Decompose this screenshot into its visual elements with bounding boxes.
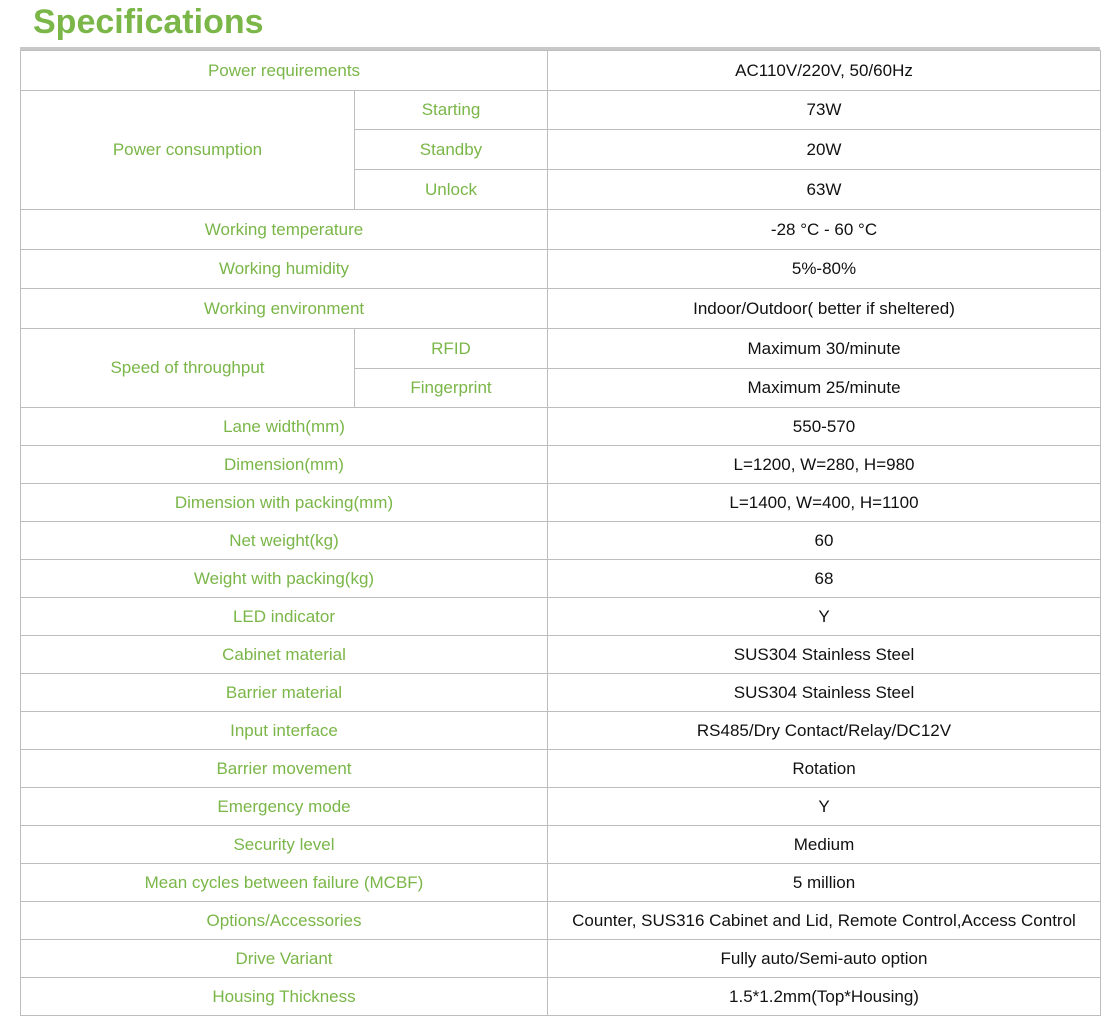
spec-label: Weight with packing(kg) <box>21 560 548 598</box>
spec-sublabel: Standby <box>355 130 548 170</box>
spec-value: AC110V/220V, 50/60Hz <box>548 51 1101 91</box>
table-row <box>21 940 1101 978</box>
spec-value: L=1400, W=400, H=1100 <box>548 484 1101 522</box>
spec-value: L=1200, W=280, H=980 <box>548 446 1101 484</box>
table-row <box>21 484 1101 522</box>
spec-label: Working temperature <box>21 210 548 250</box>
spec-label: Dimension(mm) <box>21 446 548 484</box>
table-row <box>21 51 1101 91</box>
spec-label: Cabinet material <box>21 636 548 674</box>
spec-label: Working environment <box>21 289 548 329</box>
spec-label: Speed of throughput <box>21 329 355 408</box>
table-row <box>21 250 1101 289</box>
spec-sublabel: Fingerprint <box>355 369 548 408</box>
spec-value: 73W <box>548 91 1101 130</box>
table-row <box>21 636 1101 674</box>
spec-label: Mean cycles between failure (MCBF) <box>21 864 548 902</box>
spec-value: Counter, SUS316 Cabinet and Lid, Remote Control,Access Control <box>548 902 1101 940</box>
spec-label: Input interface <box>21 712 548 750</box>
table-row <box>21 788 1101 826</box>
spec-label: Options/Accessories <box>21 902 548 940</box>
page-title: Specifications <box>33 3 264 41</box>
table-row <box>21 674 1101 712</box>
spec-value: Fully auto/Semi-auto option <box>548 940 1101 978</box>
spec-label: Barrier movement <box>21 750 548 788</box>
table-row <box>21 446 1101 484</box>
table-row <box>21 91 1101 130</box>
spec-label: Barrier material <box>21 674 548 712</box>
spec-label: Dimension with packing(mm) <box>21 484 548 522</box>
spec-value: Y <box>548 598 1101 636</box>
table-row <box>21 408 1101 446</box>
spec-value: Indoor/Outdoor( better if sheltered) <box>548 289 1101 329</box>
table-row <box>21 978 1101 1016</box>
specifications-table <box>20 50 1101 1016</box>
spec-value: RS485/Dry Contact/Relay/DC12V <box>548 712 1101 750</box>
spec-sublabel: Unlock <box>355 170 548 210</box>
spec-label: Power consumption <box>21 91 355 210</box>
table-row <box>21 289 1101 329</box>
spec-value: 68 <box>548 560 1101 598</box>
spec-value: 63W <box>548 170 1101 210</box>
spec-value: Medium <box>548 826 1101 864</box>
table-row <box>21 902 1101 940</box>
spec-value: 550-570 <box>548 408 1101 446</box>
table-row <box>21 864 1101 902</box>
spec-label: Net weight(kg) <box>21 522 548 560</box>
spec-label: Lane width(mm) <box>21 408 548 446</box>
table-row <box>21 712 1101 750</box>
spec-value: 20W <box>548 130 1101 170</box>
table-row <box>21 750 1101 788</box>
spec-value: Rotation <box>548 750 1101 788</box>
spec-label: Power requirements <box>21 51 548 91</box>
spec-value: 5 million <box>548 864 1101 902</box>
spec-value: SUS304 Stainless Steel <box>548 636 1101 674</box>
table-row <box>21 598 1101 636</box>
spec-value: Maximum 30/minute <box>548 329 1101 369</box>
spec-value: 1.5*1.2mm(Top*Housing) <box>548 978 1101 1016</box>
spec-value: 5%-80% <box>548 250 1101 289</box>
spec-value: SUS304 Stainless Steel <box>548 674 1101 712</box>
spec-label: Working humidity <box>21 250 548 289</box>
spec-sublabel: Starting <box>355 91 548 130</box>
spec-value: Maximum 25/minute <box>548 369 1101 408</box>
spec-value: -28 °C - 60 °C <box>548 210 1101 250</box>
spec-label: Security level <box>21 826 548 864</box>
table-row <box>21 210 1101 250</box>
spec-sublabel: RFID <box>355 329 548 369</box>
spec-label: Housing Thickness <box>21 978 548 1016</box>
table-row <box>21 522 1101 560</box>
spec-label: Drive Variant <box>21 940 548 978</box>
spec-value: 60 <box>548 522 1101 560</box>
spec-label: LED indicator <box>21 598 548 636</box>
table-row <box>21 560 1101 598</box>
spec-label: Emergency mode <box>21 788 548 826</box>
table-row <box>21 329 1101 369</box>
spec-value: Y <box>548 788 1101 826</box>
table-row <box>21 826 1101 864</box>
